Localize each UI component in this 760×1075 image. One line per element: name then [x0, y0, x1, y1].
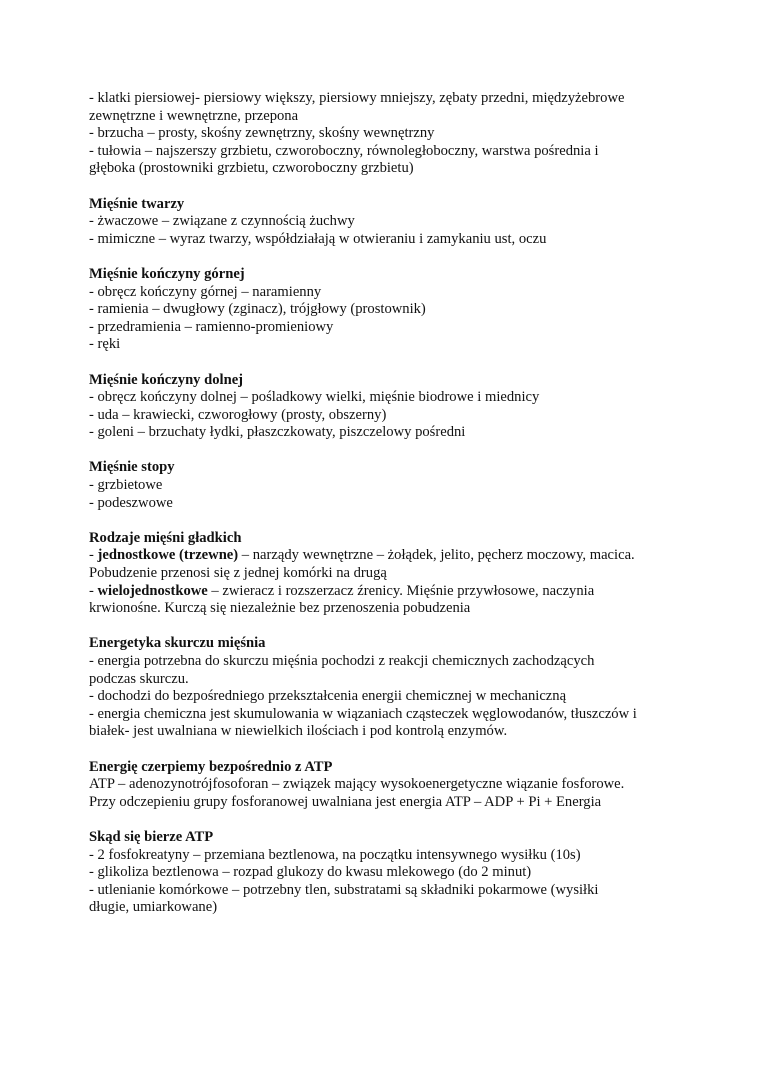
term-bold: jednostkowe (trzewne) — [97, 547, 239, 564]
item-text: – zwieracz i rozszerzacz źrenicy. Mięśnie przywłosowe, naczynia — [207, 582, 595, 599]
list-item: - ramienia – dwugłowy (zginacz), trójgłowy (prostownik) — [89, 301, 426, 318]
list-item: - glikoliza beztlenowa – rozpad glukozy do kwasu mlekowego (do 2 minut) — [89, 864, 532, 881]
item-text: – narządy wewnętrzne – żołądek, jelito, pęcherz moczowy, macica. — [238, 547, 635, 564]
text-line: białek- jest uwalniana w niewielkich ilościach i pod kontrolą enzymów. — [89, 723, 508, 740]
text-line: krwionośne. Kurczą się niezależnie bez przenoszenia pobudzenia — [89, 600, 471, 617]
text-line: - tułowia – najszerszy grzbietu, czworoboczny, równoległoboczny, warstwa pośrednia i — [89, 142, 599, 159]
section-heading-stopa: Mięśnie stopy — [89, 459, 175, 476]
text-line: Pobudzenie przenosi się z jednej komórki na drugą — [89, 565, 387, 582]
document-body — [89, 90, 679, 917]
item-prefix: - — [89, 582, 98, 599]
list-item — [89, 583, 679, 601]
list-item: - goleni – brzuchaty łydki, płaszczkowaty, piszczelowy pośredni — [89, 424, 466, 441]
section-heading-konczyna-dolna: Mięśnie kończyny dolnej — [89, 371, 244, 388]
list-item: - obręcz kończyny dolnej – pośladkowy wielki, mięśnie biodrowe i miednicy — [89, 389, 540, 406]
section-heading-atp: Energię czerpiemy bezpośrednio z ATP — [89, 758, 333, 775]
section-heading-skad: Skąd się bierze ATP — [89, 828, 214, 845]
text-line: Przy odczepieniu grupy fosforanowej uwalniana jest energia ATP – ADP + Pi + Energia — [89, 793, 602, 810]
text-line: zewnętrzne i wewnętrzne, przepona — [89, 107, 299, 124]
text-line: ATP – adenozynotrójfosoforan – związek mający wysokoenergetyczne wiązanie fosforowe. — [89, 776, 625, 793]
list-item: - 2 fosfokreatyny – przemiana beztlenowa, na początku intensywnego wysiłku (10s) — [89, 846, 581, 863]
list-item: - ręki — [89, 336, 121, 353]
text-line: - klatki piersiowej- piersiowy większy, piersiowy mniejszy, zębaty przedni, międzyżebrowe — [89, 90, 625, 106]
text-line: - brzucha – prosty, skośny zewnętrzny, skośny wewnętrzny — [89, 125, 435, 142]
text-line: - energia potrzebna do skurczu mięśnia pochodzi z reakcji chemicznych zachodzących — [89, 653, 595, 669]
text-line: - energia chemiczna jest skumulowania w wiązaniach cząsteczek węglowodanów, tłuszczów i — [89, 705, 637, 722]
list-item: - grzbietowe — [89, 477, 163, 494]
term-bold: wielojednostkowe — [97, 582, 208, 599]
list-item — [89, 547, 679, 565]
section-heading-gladkie: Rodzaje mięśni gładkich — [89, 529, 242, 546]
section-heading-twarz: Mięśnie twarzy — [89, 195, 185, 212]
section-heading-konczyna-gorna: Mięśnie kończyny górnej — [89, 265, 245, 282]
list-item: - podeszwowe — [89, 494, 173, 511]
list-item: - żwaczowe – związane z czynnością żuchwy — [89, 213, 355, 230]
list-item: - mimiczne – wyraz twarzy, współdziałają w otwieraniu i zamykaniu ust, oczu — [89, 230, 547, 247]
list-item: - obręcz kończyny górnej – naramienny — [89, 283, 322, 300]
list-item: - przedramienia – ramienno-promieniowy — [89, 318, 334, 335]
list-item: - utlenianie komórkowe – potrzebny tlen, substratami są składniki pokarmowe (wysiłki — [89, 881, 599, 898]
text-line: długie, umiarkowane) — [89, 899, 218, 916]
section-heading-energetyka: Energetyka skurczu mięśnia — [89, 635, 266, 652]
list-item: - uda – krawiecki, czworogłowy (prosty, obszerny) — [89, 406, 387, 423]
text-line: podczas skurczu. — [89, 670, 189, 687]
text-line: - dochodzi do bezpośredniego przekształcenia energii chemicznej w mechaniczną — [89, 688, 567, 705]
text-line: głęboka (prostowniki grzbietu, czworoboczny grzbietu) — [89, 160, 414, 177]
item-prefix: - — [89, 547, 98, 564]
